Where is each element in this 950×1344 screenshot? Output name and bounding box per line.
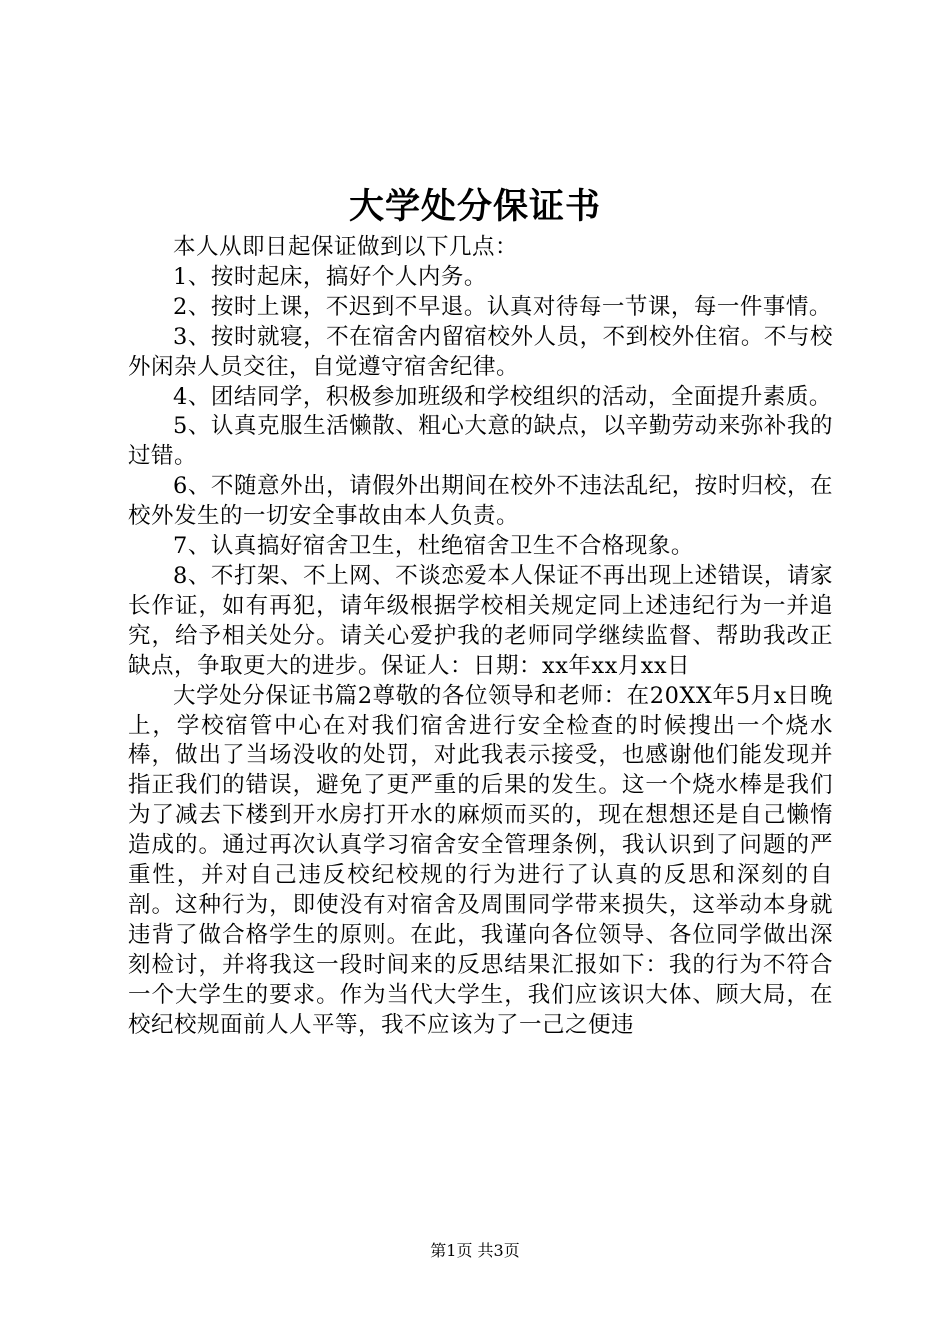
paragraph-item-8: 8、不打架、不上网、不谈恋爱本人保证不再出现上述错误，请家长作证，如有再犯，请年级根据学校相关规定同上述违纪行为一并追究，给予相关处分。请关心爱护我的老师同学继续监督、帮助我改正缺点，争取更大的进步。保证人：日期：xx年xx月xx日	[128, 562, 833, 679]
paragraph-item-4: 4、团结同学，积极参加班级和学校组织的活动，全面提升素质。	[173, 383, 832, 410]
paragraph-second-letter: 大学处分保证书篇2尊敬的各位领导和老师：在20XX年5月x日晚上，学校宿管中心在对我们宿舍进行安全检查的时候搜出一个烧水棒，做出了当场没收的处罚，对此我表示接受，也感谢他们能发现并指正我们的错误，避免了更严重的后果的发生。这一个烧水棒是我们为了减去下楼到开水房打开水的麻烦而买的，现在想想还是自己懒惰造成的。通过再次认真学习宿舍安全管理条例，我认识到了问题的严重性，并对自己违反校纪校规的行为进行了认真的反思和深刻的自剖。这种行为，即使没有对宿舍及周围同学带来损失，这举动本身就违背了做合格学生的原则。在此，我谨向各位领导、各位同学做出深刻检讨，并将我这一段时间来的反思结果汇报如下：我的行为不符合一个大学生的要求。作为当代大学生，我们应该识大体、顾大局，在校纪校规面前人人平等，我不应该为了一己之便违	[128, 682, 833, 1038]
paragraph-item-7: 7、认真搞好宿舍卫生，杜绝宿舍卫生不合格现象。	[173, 533, 694, 560]
paragraph-item-6: 6、不随意外出，请假外出期间在校外不违法乱纪，按时归校，在校外发生的一切安全事故由本人负责。	[128, 473, 833, 530]
paragraph-intro: 本人从即日起保证做到以下几点：	[173, 234, 519, 260]
page-number-footer: 第1页 共3页	[430, 1241, 520, 1260]
document-body	[128, 233, 833, 1040]
document-title: 大学处分保证书	[348, 186, 601, 227]
paragraph-item-2: 2、按时上课，不迟到不早退。认真对待每一节课，每一件事情。	[173, 293, 832, 320]
paragraph-item-3: 3、按时就寝，不在宿舍内留宿校外人员，不到校外住宿。不与校外闲杂人员交往，自觉遵守宿舍纪律。	[128, 323, 833, 380]
paragraph-item-5: 5、认真克服生活懒散、粗心大意的缺点，以辛勤劳动来弥补我的过错。	[128, 413, 833, 470]
paragraph-item-1: 1、按时起床，搞好个人内务。	[173, 263, 487, 290]
